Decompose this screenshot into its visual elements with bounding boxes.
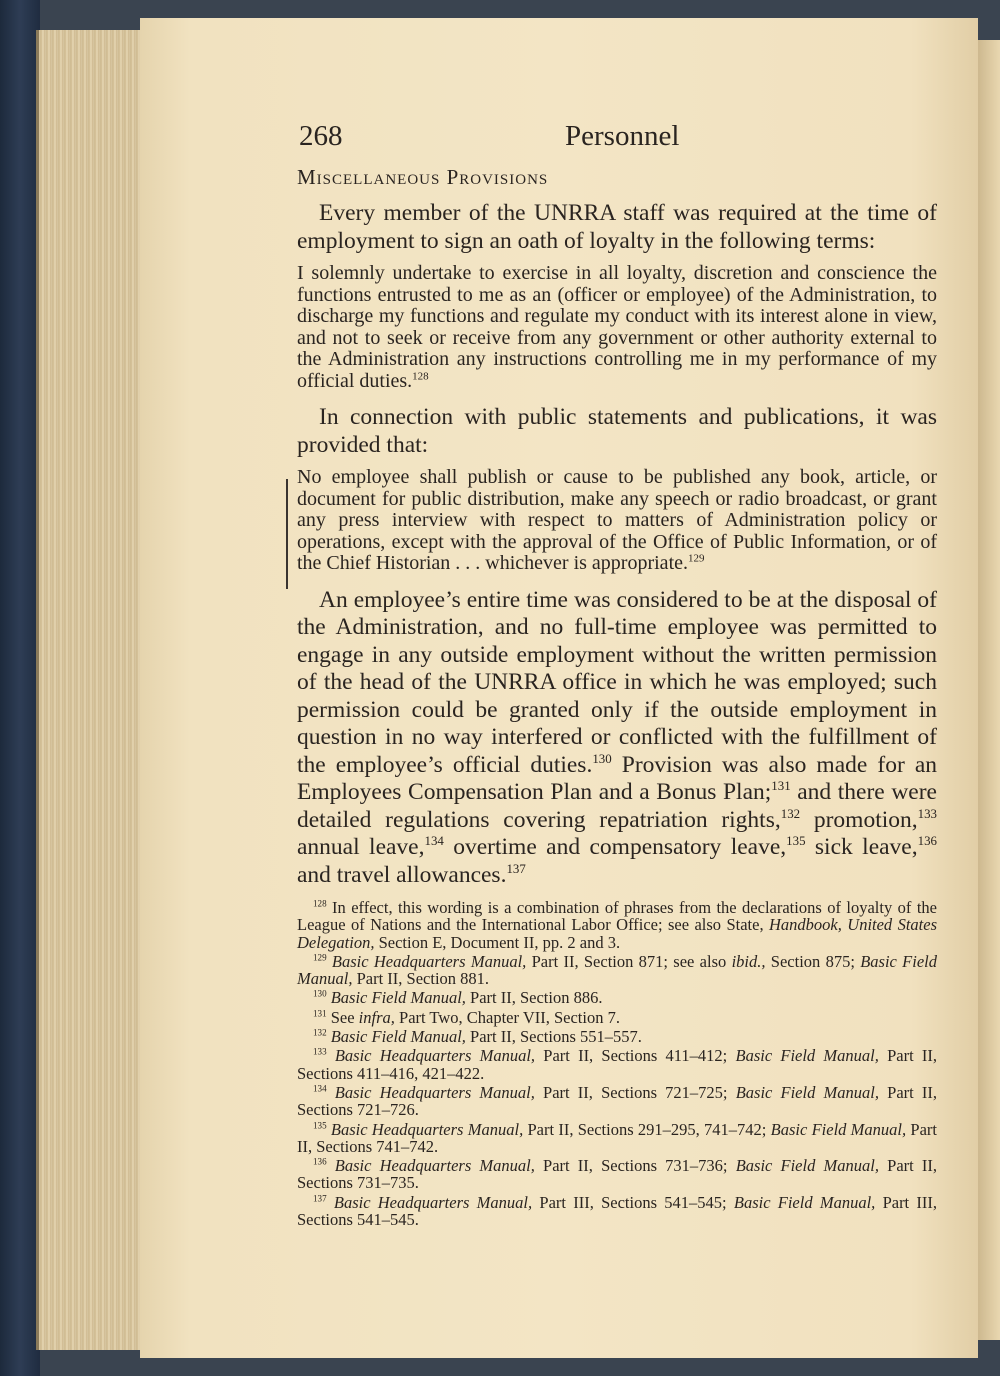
footnote-number: 134 xyxy=(313,1083,327,1094)
paragraph-3-text: and there were detailed regulations covering repatriation rights, xyxy=(297,779,937,833)
paragraph-3 xyxy=(297,587,937,890)
footnote-text: Part II, Section 886. xyxy=(465,988,603,1008)
footnote-ref: 132 xyxy=(780,805,801,821)
paragraph-2-text: In connection with public statements and publications, it was provided that: xyxy=(297,404,937,458)
footnote-ref: 130 xyxy=(592,750,612,766)
footnote-title: ibid., xyxy=(731,951,766,971)
footnote-ref: 137 xyxy=(506,860,526,876)
footnote-text: Part III, Sections 541–545. xyxy=(297,1192,938,1230)
footnote-137 xyxy=(297,1194,937,1229)
footnote-title: Basic Field Manual, xyxy=(735,1156,879,1176)
running-head: Personnel xyxy=(565,120,680,152)
footnote-133 xyxy=(297,1047,937,1082)
footnote-number: 128 xyxy=(313,898,327,909)
footnote-ref: 134 xyxy=(424,833,444,849)
footnote-131 xyxy=(297,1009,937,1026)
footnote-text: Part II, Sections 411–416, 421–422. xyxy=(297,1046,938,1083)
footnote-text: Part II, Sections 411–412; xyxy=(535,1046,736,1066)
footnote-129 xyxy=(297,953,937,988)
footnote-136 xyxy=(297,1157,937,1192)
loyalty-oath-quote xyxy=(297,263,937,392)
footnote-ref: 133 xyxy=(917,805,937,821)
paragraph-3-text: sick leave, xyxy=(805,834,918,860)
footnote-title: infra, xyxy=(358,1007,395,1027)
footnote-text: Part II, Sections 741–742. xyxy=(297,1119,937,1156)
footnote-text: Part II, Sections 731–735. xyxy=(297,1156,938,1193)
footnote-title: Basic Field Manual, xyxy=(330,1027,466,1047)
footnote-134 xyxy=(297,1084,937,1119)
footnote-title: Basic Headquarters Manual, xyxy=(333,1192,533,1212)
footnote-title: Basic Headquarters Manual, xyxy=(330,1119,524,1139)
footnote-text: In effect, this wording is a combination of phrases from the declarations of loyalty of the League of Nations and the International Labor Office; see also State, xyxy=(297,898,937,935)
paragraph-1 xyxy=(297,200,937,255)
footnote-title: Basic Field Manual, xyxy=(297,951,937,989)
quote-2-text: No employee shall publish or cause to be published any book, article, or document for public distribution, make any speech or radio broadcast, or grant any press interview with respect to matters of Administration policy or operations, except with the approval of the Office of Public Information, or of the Chief Historian . . . whichever is appropriate. xyxy=(297,466,937,574)
footnote-title: Basic Headquarters Manual, xyxy=(334,1046,536,1066)
footnote-title: Basic Headquarters Manual, xyxy=(334,1156,535,1176)
paragraph-3-text: annual leave, xyxy=(297,834,425,860)
footnotes xyxy=(297,899,937,1228)
footnote-title: Basic Field Manual, xyxy=(735,1082,879,1102)
footnote-text: Part II, Sections 731–736; xyxy=(534,1156,736,1176)
footnote-title: Basic Field Manual, xyxy=(735,1046,879,1066)
footnote-text: Part II, Sections 721–725; xyxy=(534,1082,736,1102)
page-number: 268 xyxy=(299,120,343,152)
footnote-text: See xyxy=(330,1007,359,1027)
footnote-title: Basic Field Manual, xyxy=(770,1119,907,1139)
footnote-text: Part Two, Chapter VII, Section 7. xyxy=(394,1007,620,1027)
page-header xyxy=(299,120,939,160)
footnote-128 xyxy=(297,899,937,951)
footnote-130 xyxy=(297,989,937,1006)
paragraph-3-text: promotion, xyxy=(800,806,918,833)
paragraph-2 xyxy=(297,404,937,459)
footnote-text: Section E, Document II, pp. 2 and 3. xyxy=(374,932,621,952)
footnote-ref: 131 xyxy=(771,778,791,794)
footnote-ref: 136 xyxy=(917,833,937,849)
footnote-text: Part II, Sections 291–295, 741–742; xyxy=(523,1119,771,1139)
footnote-title: Handbook, United States Delegation, xyxy=(297,915,938,952)
footnote-title: Basic Field Manual, xyxy=(330,988,466,1008)
footnote-number: 130 xyxy=(313,988,327,999)
footnote-number: 136 xyxy=(313,1156,327,1167)
paragraph-3-text: and travel allowances. xyxy=(297,861,507,888)
publication-quote xyxy=(297,467,937,575)
footnote-text: Part II, Section 871; see also xyxy=(526,951,732,971)
paragraph-3-text: Provision was also made for an Employees Compensation Plan and a Bonus Plan; xyxy=(297,751,937,805)
page-body xyxy=(297,163,937,1230)
quote-1-text: I solemnly undertake to exercise in all loyalty, discretion and conscience the functions entrusted to me as an (officer or employee) of the Administration, to discharge my functions and regulate my conduct with its interest alone in view, and not to seek or receive from any government or other authority external to the Administration any instructions controlling me in my performance of my official duties. xyxy=(297,262,937,392)
footnote-number: 135 xyxy=(313,1120,327,1131)
page-edges xyxy=(36,30,151,1350)
section-heading: Miscellaneous Provisions xyxy=(297,165,549,189)
paragraph-1-text: Every member of the UNRRA staff was required at the time of employment to sign an oath of loyalty in the following terms: xyxy=(297,200,937,254)
footnote-number: 132 xyxy=(313,1027,327,1038)
footnote-text: Part III, Sections 541–545; xyxy=(532,1192,734,1212)
footnote-number: 133 xyxy=(313,1046,327,1057)
footnote-text: Part II, Section 881. xyxy=(352,969,490,989)
footnote-text: Part II, Sections 721–726. xyxy=(297,1082,938,1120)
footnote-title: Basic Headquarters Manual, xyxy=(334,1082,535,1102)
footnote-text: Part II, Sections 551–557. xyxy=(465,1027,642,1047)
paragraph-3-text: overtime and compensatory leave, xyxy=(443,834,787,860)
footnote-ref: 135 xyxy=(786,833,806,849)
facing-page-edge xyxy=(975,40,1000,1340)
footnote-text: Section 875; xyxy=(765,951,861,971)
footnote-ref: 129 xyxy=(688,552,705,565)
footnote-number: 129 xyxy=(313,952,327,963)
footnote-132 xyxy=(297,1028,937,1045)
footnote-title: Basic Headquarters Manual, xyxy=(331,951,527,971)
footnote-135 xyxy=(297,1121,937,1156)
book-cover-edge xyxy=(0,0,40,1376)
footnote-number: 131 xyxy=(313,1008,327,1019)
footnote-title: Basic Field Manual, xyxy=(733,1192,876,1212)
footnote-ref: 128 xyxy=(412,369,429,382)
paragraph-3-text: An employee’s entire time was considered to be at the disposal of the Administration, and no full-time employee was permitted to engage in any outside employment without the written permission of the head of the UNRRA office in which he was employed; such permission could be granted only if the outside employment in question in no way interfered or conflicted with the fulfillment of the employee’s official duties. xyxy=(297,586,937,778)
footnote-number: 137 xyxy=(313,1193,327,1204)
